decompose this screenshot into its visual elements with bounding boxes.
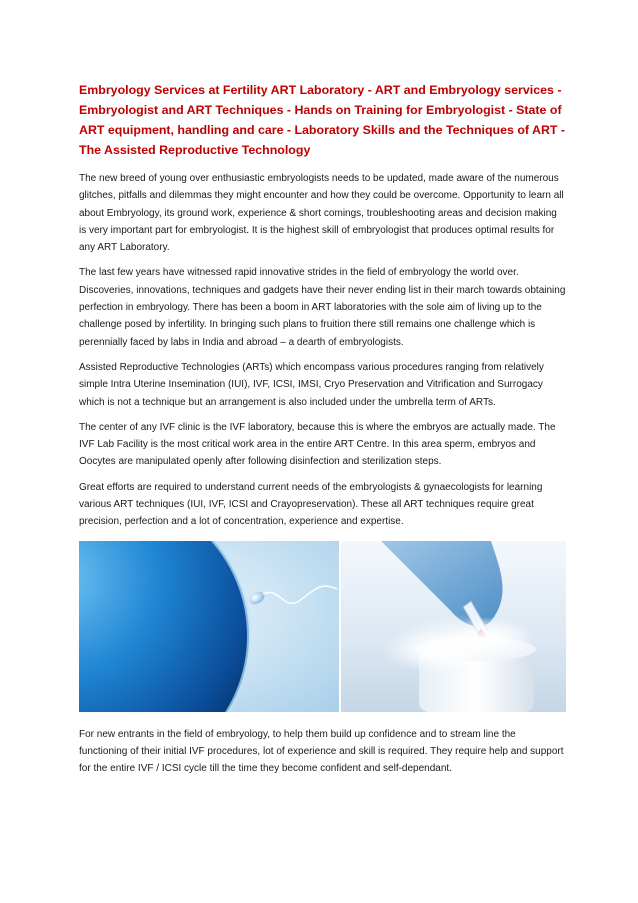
paragraph-3: Assisted Reproductive Technologies (ARTs) which encompass various procedures ranging from relatively simple Intra Uterine Insemination (IUI), IVF, ICSI, IMSI, Cryo Preservation and Vitrification and Surrogacy which is not a technique but an arrangement is also included under the umbrella term of ARTs. [79, 361, 544, 408]
paragraph-4: The center of any IVF clinic is the IVF laboratory, because this is where the embryos are actually made. The IVF Lab Facility is the most critical work area in the entire ART Centre. In this area sperm, embryos and Oocytes are manipulated openly after following disinfection and sterilization steps. [79, 421, 556, 468]
image-row [79, 541, 566, 712]
paragraph-5: Great efforts are required to understand current needs of the embryologists & gynaecologists for learning various ART techniques (IUI, IVF, ICSI and Crayopreservation). These all ART techniques require great precision, perfection and a lot of concentration, experience and expertise. [79, 481, 543, 528]
cryo-flask-image [341, 541, 566, 712]
paragraph-2: The last few years have witnessed rapid innovative strides in the field of embryology the world over. Discoveries, innovations, techniques and gadgets have their never ending list in their march towards obtaining perfection in embryology. There has been a boom in ART laboratories with the sole aim of living up to the challenge posed by infertility. In bringing such plans to fruition there still remains one challenge which is perennially faced by labs in India and abroad – a dearth of embryologists. [79, 267, 566, 348]
sperm-egg-image [79, 541, 339, 712]
document-title: Embryology Services at Fertility ART Laboratory - ART and Embryology services - Embryologist and ART Techniques - Hands on Training for Embryologist - State of ART equipment, handling and care - Laboratory Skills and the Techniques of ART - The Assisted Reproductive Technology [79, 83, 566, 157]
document-content [79, 80, 566, 786]
closing-paragraph: For new entrants in the field of embryology, to help them build up confidence and to stream line the functioning of their initial IVF procedures, lot of experience and skill is required. They require help and support for the entire IVF / ICSI cycle till the time they become confident and self-dependant. [79, 728, 564, 775]
paragraph-1: The new breed of young over enthusiastic embryologists needs to be updated, made aware of the numerous glitches, pitfalls and dilemmas they might encounter and how they could be overcome. Opportunity to learn all about Embryology, its ground work, experience & short comings, troubleshooting areas and decision making is very important part for embryologist. It is the highest skill of embryologist that produces optimal results for any ART Laboratory. [79, 173, 564, 254]
